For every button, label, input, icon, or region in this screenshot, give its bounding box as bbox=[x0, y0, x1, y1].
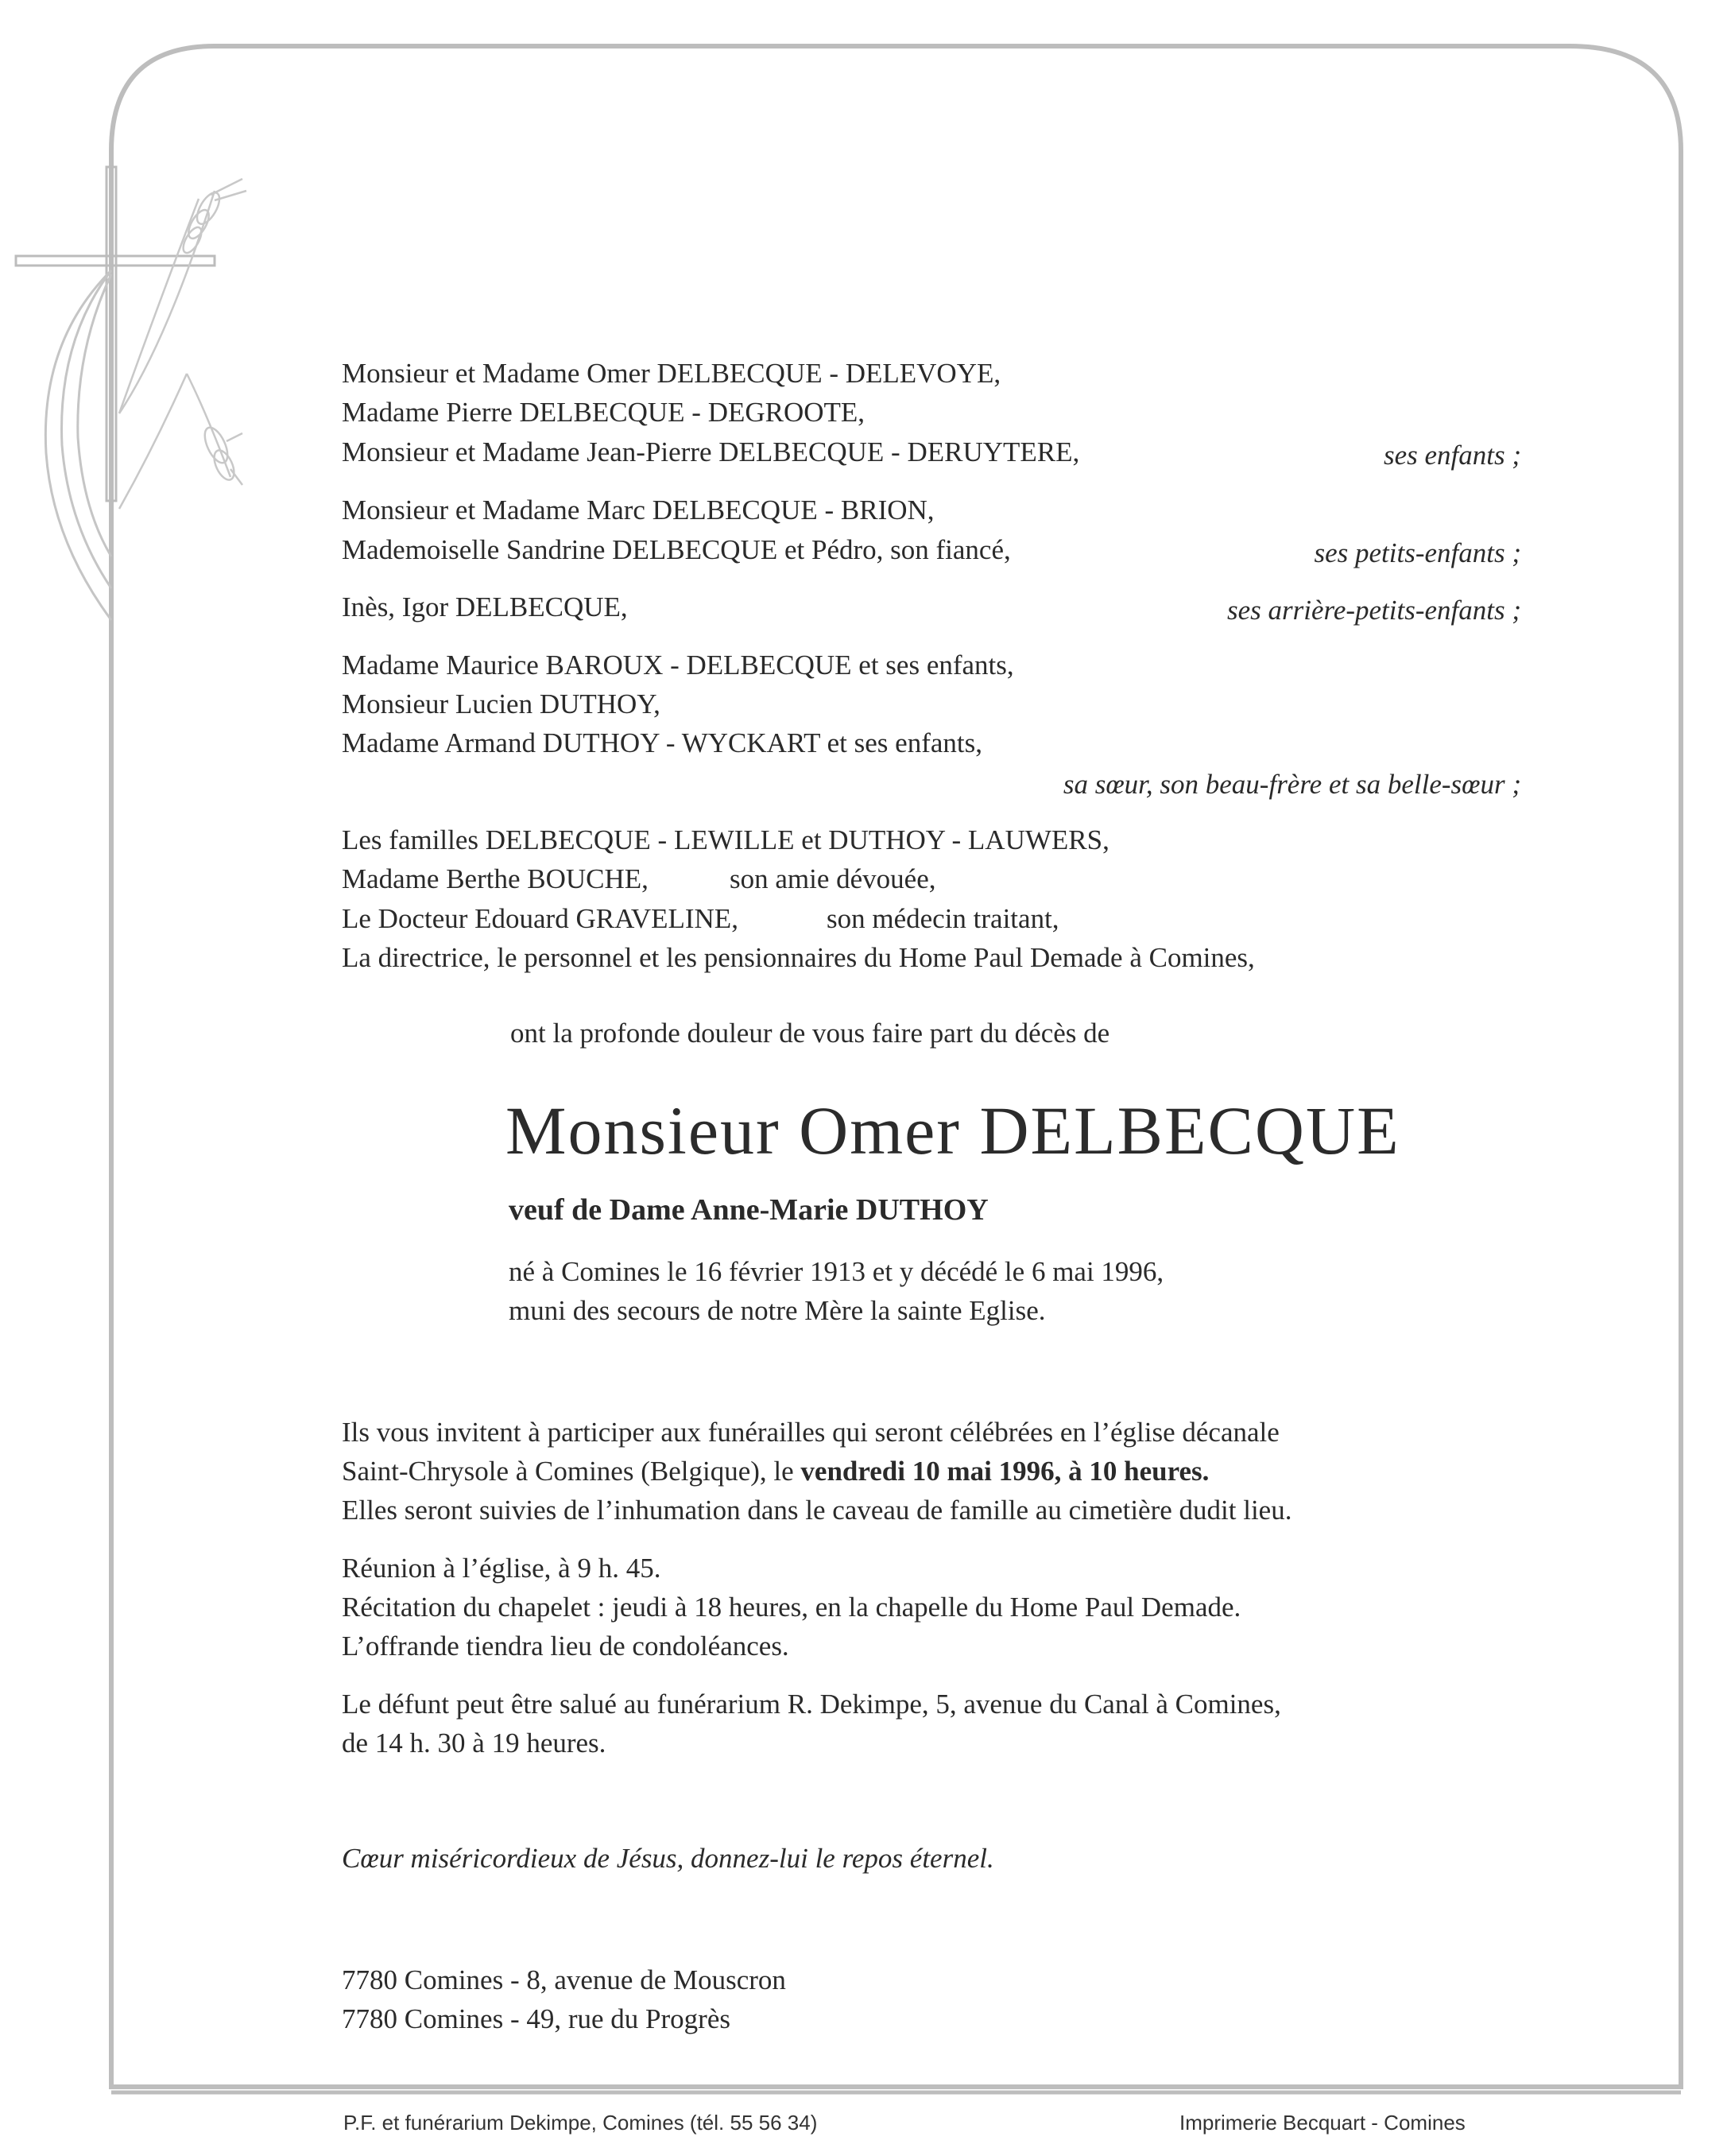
wheat-icon bbox=[119, 179, 246, 509]
address-line-2: 7780 Comines - 49, rue du Progrès bbox=[342, 2003, 730, 2034]
sacraments-line: muni des secours de notre Mère la sainte Eglise. bbox=[509, 1295, 1046, 1326]
rosary-line: Récitation du chapelet : jeudi à 18 heures, en la chapelle du Home Paul Demade. bbox=[342, 1592, 1241, 1623]
siblings-line-2: Monsieur Lucien DUTHOY, bbox=[342, 688, 660, 719]
prayer-line: Cœur miséricordieux de Jésus, donnez-lui le repos éternel. bbox=[342, 1843, 994, 1874]
funeral-line-2-text: Saint-Chrysole à Comines (Belgique), le bbox=[342, 1456, 801, 1487]
grandchildren-role: ses petits-enfants ; bbox=[1314, 537, 1521, 568]
widower-line: veuf de Dame Anne-Marie DUTHOY bbox=[509, 1193, 989, 1227]
funeral-date-time: vendredi 10 mai 1996, à 10 heures. bbox=[800, 1456, 1210, 1487]
siblings-line-1: Madame Maurice BAROUX - DELBECQUE et ses enfants, bbox=[342, 650, 1014, 681]
children-role: ses enfants ; bbox=[1383, 440, 1521, 471]
border-line bbox=[111, 46, 1681, 2087]
footer-printer: Imprimerie Becquart - Comines bbox=[1179, 2111, 1466, 2135]
footer-funeral-home: P.F. et funérarium Dekimpe, Comines (tél. 55 56 34) bbox=[343, 2111, 818, 2135]
children-line-1: Monsieur et Madame Omer DELBECQUE - DELEVOYE, bbox=[342, 358, 1001, 389]
children-line-3: Monsieur et Madame Jean-Pierre DELBECQUE - DERUYTERE, bbox=[342, 436, 1080, 467]
friend-name: Madame Berthe BOUCHE, bbox=[342, 863, 649, 894]
grandchildren-line-2: Mademoiselle Sandrine DELBECQUE et Pédro, son fiancé, bbox=[342, 534, 1011, 565]
siblings-line-3: Madame Armand DUTHOY - WYCKART et ses enfants, bbox=[342, 727, 982, 758]
great-grandchildren-role: ses arrière-petits-enfants ; bbox=[1226, 595, 1521, 626]
home-line: La directrice, le personnel et les pensionnaires du Home Paul Demade à Comines, bbox=[342, 942, 1255, 973]
doctor-role: son médecin traitant, bbox=[827, 903, 1059, 934]
children-line-2: Madame Pierre DELBECQUE - DEGROOTE, bbox=[342, 397, 866, 428]
viewing-line-1: Le défunt peut être salué au funérarium R. Dekimpe, 5, avenue du Canal à Comines, bbox=[342, 1689, 1281, 1720]
doctor-name: Le Docteur Edouard GRAVELINE, bbox=[342, 903, 738, 934]
meeting-line: Réunion à l’église, à 9 h. 45. bbox=[342, 1553, 661, 1584]
families-line: Les familles DELBECQUE - LEWILLE et DUTHOY - LAUWERS, bbox=[342, 824, 1109, 855]
funeral-line-1: Ils vous invitent à participer aux funérailles qui seront célébrées en l’église décanale bbox=[342, 1417, 1280, 1448]
friend-role: son amie dévouée, bbox=[730, 863, 936, 894]
funeral-line-3: Elles seront suivies de l’inhumation dans le caveau de famille au cimetière dudit lieu. bbox=[342, 1495, 1292, 1526]
address-line-1: 7780 Comines - 8, avenue de Mouscron bbox=[342, 1964, 786, 1995]
deceased-name: Monsieur Omer DELBECQUE bbox=[505, 1092, 1400, 1169]
announcement: ont la profonde douleur de vous faire part du décès de bbox=[510, 1018, 1110, 1049]
great-grandchildren-line: Inès, Igor DELBECQUE, bbox=[342, 591, 628, 622]
funeral-line-2 bbox=[342, 1454, 1209, 1489]
siblings-role: sa sœur, son beau-frère et sa belle-sœur ; bbox=[1063, 769, 1521, 800]
born-died-line: né à Comines le 16 février 1913 et y décédé le 6 mai 1996, bbox=[509, 1256, 1164, 1287]
grandchildren-line-1: Monsieur et Madame Marc DELBECQUE - BRION, bbox=[342, 494, 935, 525]
viewing-line-2: de 14 h. 30 à 19 heures. bbox=[342, 1728, 606, 1759]
offering-line: L’offrande tiendra lieu de condoléances. bbox=[342, 1631, 789, 1662]
ribbon-icon bbox=[45, 270, 111, 620]
